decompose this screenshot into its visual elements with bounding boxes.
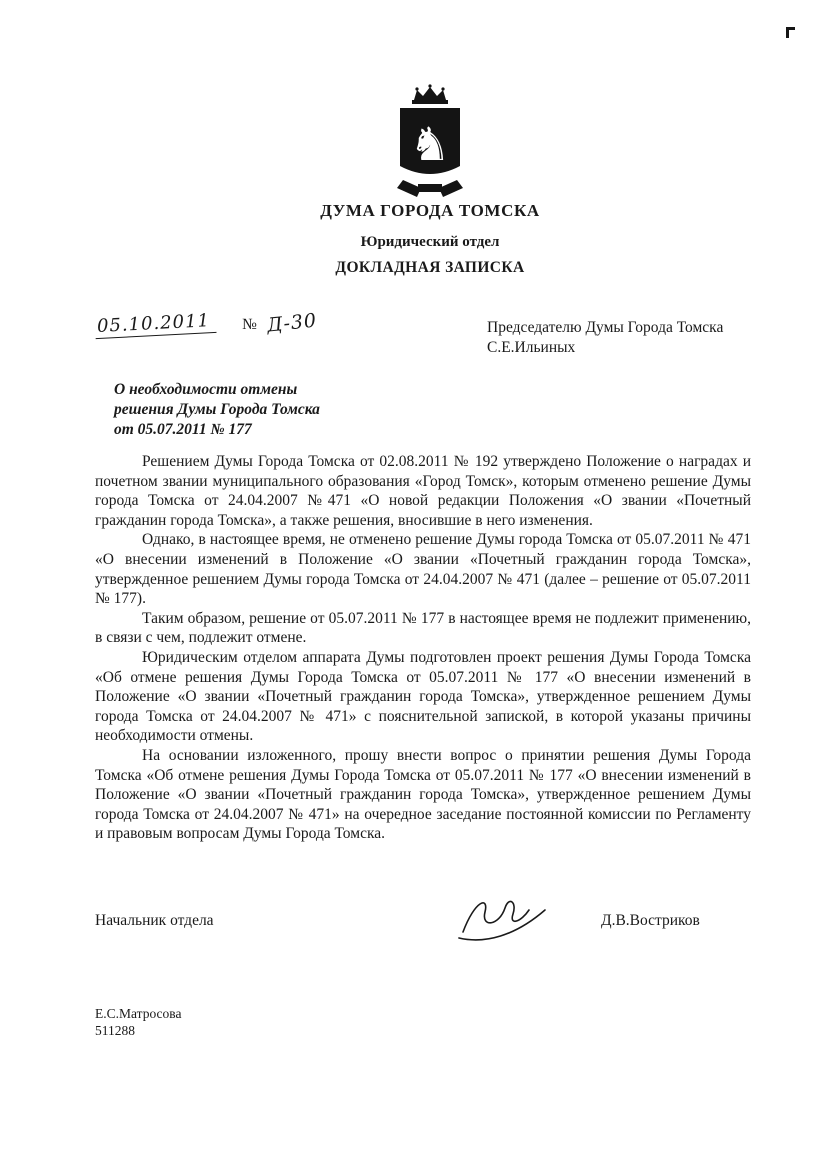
signer-position: Начальник отдела (95, 912, 214, 929)
addressee-name: С.Е.Ильиных (487, 339, 576, 356)
executor-block (95, 1005, 181, 1039)
signer-name: Д.В.Востриков (601, 912, 700, 929)
handwritten-number: Д-30 (265, 309, 318, 337)
document-type-title: ДОКЛАДНАЯ ЗАПИСКА (335, 259, 525, 276)
body-paragraph: Юридическим отделом аппарата Думы подготовлен проект решения Думы Города Томска «Об отмене решения Думы Города Томска от 05.07.2011 № 177 «О внесении изменений в Положение «О звании «Почетный гражданин города Томска», утвержденное решением Думы города Томска от 24.04.2007 № 471» с пояснительной запиской, в которой указаны причины необходимости отмены. (95, 648, 751, 745)
subject-block (114, 380, 320, 440)
body-paragraph: Однако, в настоящее время, не отменено решение Думы города Томска от 05.07.2011 № 471 «О внесении изменений в Положение «О звании «Почетный гражданин города Томска», утвержденное решением Думы города Томска от 24.04.2007 № 471 (далее – решение от 05.07.2011 № 177). (95, 531, 751, 608)
requisites-line (95, 309, 445, 338)
executor-name: Е.С.Матросова (95, 1006, 182, 1021)
addressee-block (487, 318, 723, 358)
subject-line: решения Думы Города Томска (114, 401, 320, 418)
executor-phone: 511288 (95, 1023, 135, 1038)
memo-body (95, 452, 751, 844)
body-paragraph: Решением Думы Города Томска от 02.08.2011 № 192 утверждено Положение о наградах и почетном звании муниципального образования «Город Томск», которым отменено решение Думы города Томска от 24.04.2007 №471 «О новой редакции Положения «О звании «Почетный гражданин города Томска», а также решения, вносившие в него изменения. (95, 453, 751, 529)
subject-line: от 05.07.2011 № 177 (114, 421, 252, 438)
scan-artifact (786, 27, 795, 38)
tomsk-coat-of-arms-icon (393, 84, 467, 200)
subject-line: О необходимости отмены (114, 381, 298, 398)
handwritten-date: 05.10.2011 (94, 310, 216, 339)
department-name: Юридический отдел (360, 234, 500, 250)
body-paragraph: На основании изложенного, прошу внести вопрос о принятии решения Думы Города Томска «Об отмене решения Думы Города Томска от 05.07.2011 № 177 «О внесении изменений в Положение «О звании «Почетный гражданин города Томска», утвержденное решением Думы города Томска от 24.04.2007 № 471» на очередное заседание постоянной комиссии по Регламенту и правовым вопросам Думы Города Томска. (95, 746, 751, 843)
addressee-title: Председателю Думы Города Томска (487, 319, 724, 336)
number-sign: № (242, 316, 257, 333)
body-paragraph: Таким образом, решение от 05.07.2011 № 177 в настоящее время не подлежит применению, в связи с чем, подлежит отмене. (95, 609, 751, 647)
handwritten-signature (455, 892, 555, 947)
org-name: ДУМА ГОРОДА ТОМСКА (320, 201, 540, 220)
svg-text:♞: ♞ (409, 117, 451, 171)
